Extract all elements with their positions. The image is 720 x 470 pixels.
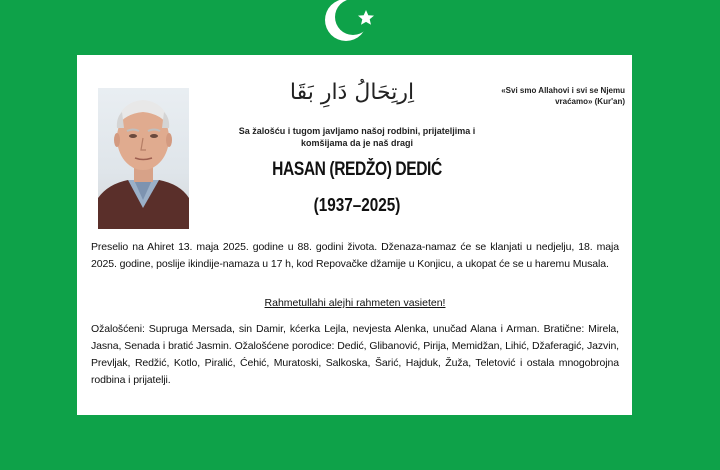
crescent-star-emblem [318, 0, 382, 48]
arabic-calligraphy: اِرتِحَالُ دَارِ بَقَا [289, 80, 415, 105]
mourners-list: Ožalošćeni: Supruga Mersada, sin Damir, kćerka Lejla, nevjesta Alenka, unučad Alana i Arman. Bratične: Mirela, Jasna, Senada i bratić Jasmin. Ožalošćene porodice: Dedić, Glibanović, Pirija, Memidžan, Lihić, Džaferagić, Jazvin, Prevljak, Redžić, Kotlo, Piralić, Ćehić, Muratoski, Salkoska, Šarić, Hajduk, Žuža, Teletović i ostala mnogobrojna rodbina i prijatelji. [91, 323, 619, 386]
deceased-name: HASAN (REDŽO) DEDIĆ [272, 159, 442, 180]
prayer-line: Rahmetullahi alejhi rahmeten vasieten! [264, 297, 446, 309]
life-years: (1937–2025) [313, 195, 401, 215]
quran-quote: «Svi smo Allahovi i svi se Njemu vraćamo» (Kur'an) [501, 86, 625, 106]
intro-text: Sa žalošću i tugom javljamo našoj rodbini, prijateljima i komšijama da je naš dragi [238, 126, 476, 148]
portrait-photo [98, 88, 189, 229]
announcement-paragraph: Preselio na Ahiret 13. maja 2025. godine u 88. godini života. Dženaza-namaz će se klanjati u nedjelju, 18. maja 2025. godine, poslije ikindije-namaza u 17 h, kod Repovačke džamije u Konjicu, a ukopat će se u haremu Musala. [91, 241, 619, 270]
crescent-and-star-icon [318, 0, 382, 48]
obituary-card [77, 55, 632, 415]
